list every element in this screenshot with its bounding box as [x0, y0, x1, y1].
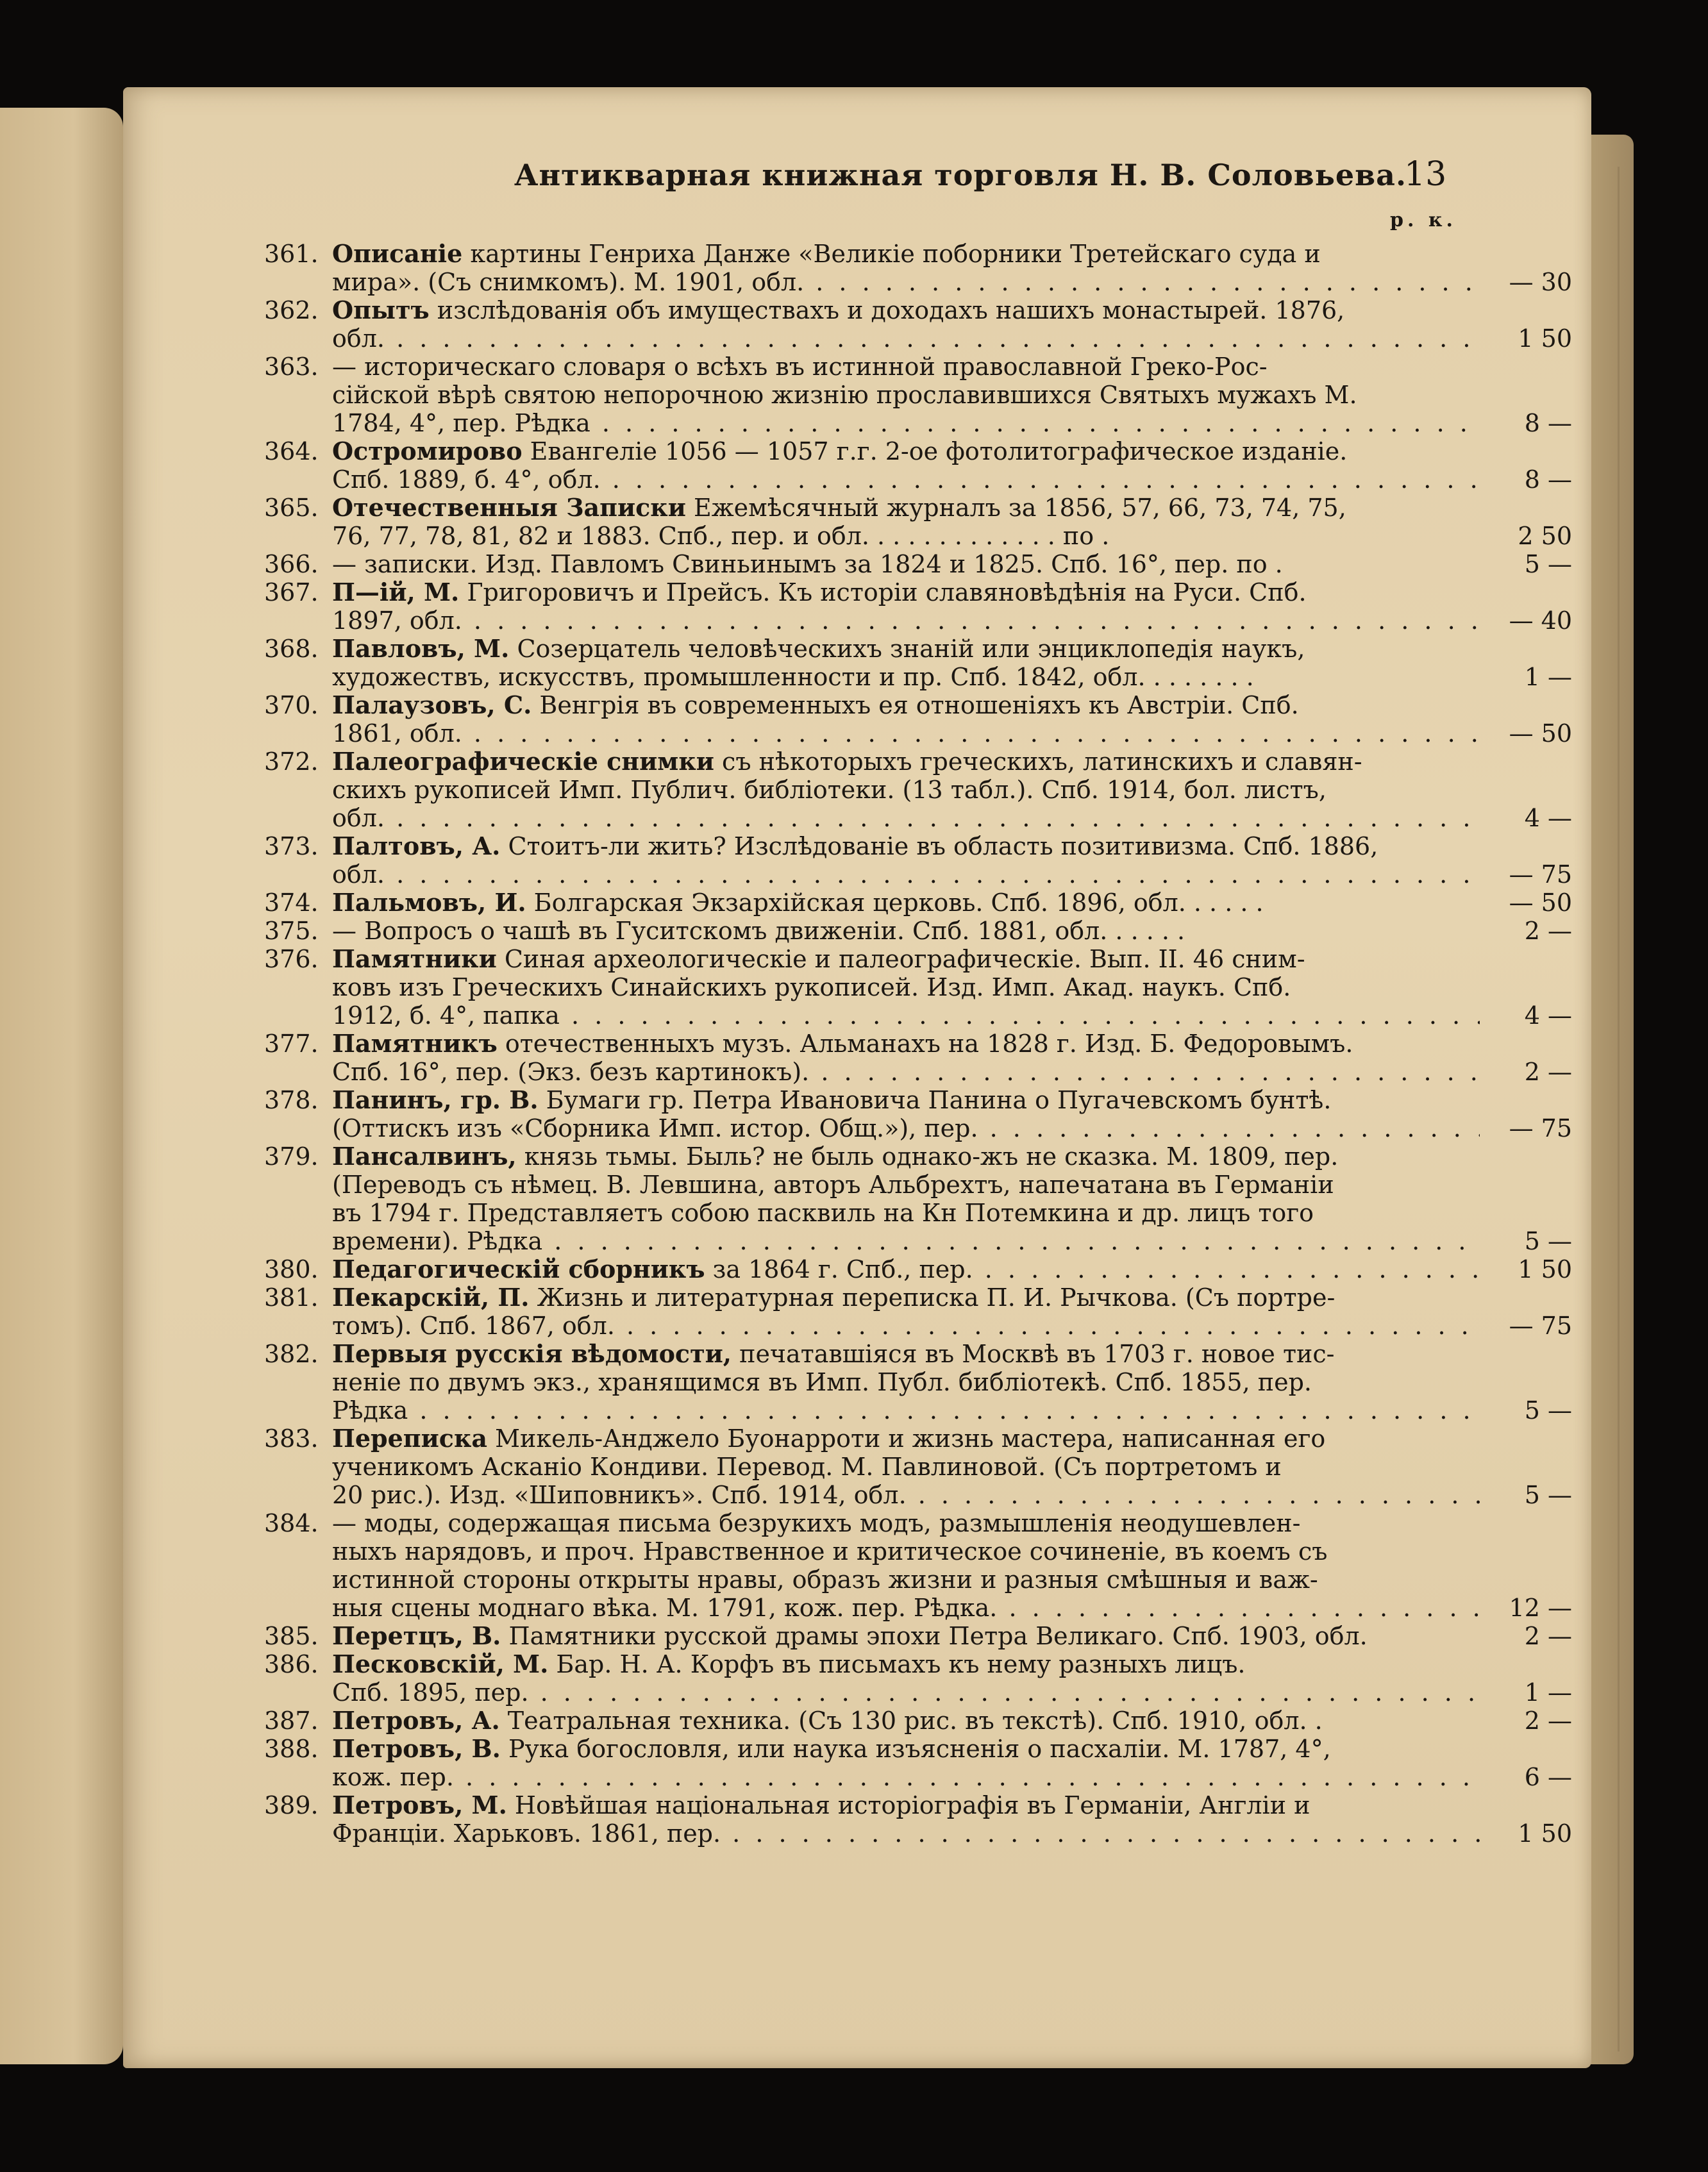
entry-line: [123, 550, 1591, 578]
entry-text: [332, 1396, 1480, 1424]
entry-number: 377.: [264, 1030, 319, 1058]
entry-price: 5 —: [1524, 1227, 1572, 1255]
entry-author: Палеографическіе снимки: [332, 748, 714, 776]
entry-number: 373.: [264, 832, 319, 860]
page-title: Антикварная книжная торговля Н. В. Соловьева.: [514, 158, 1407, 192]
entry-line: [123, 1255, 1591, 1283]
entry-text: [332, 1819, 1480, 1848]
entry-price: 2 —: [1524, 1707, 1572, 1735]
catalog-entry: [123, 437, 1591, 494]
entry-text: [332, 973, 1486, 1001]
entry-text: [332, 465, 1480, 494]
entry-text: [332, 1227, 1480, 1255]
entry-title-text: ковъ изъ Греческихъ Синайскихъ рукописей. Изд. Имп. Акад. наукъ. Спб.: [332, 973, 1291, 1001]
entry-title-text: Евангеліе 1056 — 1057 г.г. 2-ое фотолитографическое изданіе.: [522, 437, 1348, 465]
entry-price: 2 —: [1524, 917, 1572, 945]
entry-line: [123, 1481, 1591, 1509]
entry-price: — 75: [1509, 1114, 1572, 1142]
entry-text: [332, 296, 1486, 324]
entry-title-text: времени). Рѣдка: [332, 1227, 543, 1255]
entry-title-text: Памятники русской драмы эпохи Петра Великаго. Спб. 1903, обл.: [501, 1622, 1368, 1650]
entry-title-text: ныхъ нарядовъ, и проч. Нравственное и критическое сочиненіе, въ коемъ съ: [332, 1537, 1328, 1566]
entry-title-text: Спб. 1889, б. 4°, обл.: [332, 465, 601, 494]
entry-line: [123, 437, 1591, 465]
entry-text: [332, 1537, 1486, 1566]
entry-text: [332, 917, 1486, 945]
entry-price: — 30: [1509, 268, 1572, 296]
catalog-entry: [123, 1509, 1591, 1622]
entry-title-text: 1861, обл.: [332, 719, 462, 748]
catalog-page: [123, 87, 1591, 2068]
entry-title-text: неніе по двумъ экз., хранящимся въ Имп. Публ. библіотекѣ. Спб. 1855, пер.: [332, 1368, 1312, 1396]
catalog-entry: [123, 1255, 1591, 1283]
entry-author: Пекарскій, П.: [332, 1283, 530, 1312]
entry-line: [123, 860, 1591, 889]
catalog-entry: [123, 353, 1591, 437]
entry-title-text: истинной стороны открыты нравы, образъ жизни и разныя смѣшныя и важ-: [332, 1566, 1318, 1594]
entry-title-text: Театральная техника. (Съ 130 рис. въ текстѣ). Спб. 1910, обл. .: [499, 1707, 1323, 1735]
entry-line: [123, 804, 1591, 832]
entry-text: [332, 1481, 1480, 1509]
entry-line: [123, 1001, 1591, 1030]
entry-number: 388.: [264, 1735, 319, 1763]
entry-line: [123, 776, 1591, 804]
entry-line: [123, 1368, 1591, 1396]
entry-line: [123, 832, 1591, 860]
entry-title-text: князь тьмы. Быль? не быль однако-жъ не сказка. М. 1809, пер.: [516, 1142, 1339, 1171]
catalog-entry-list: [123, 240, 1591, 1848]
catalog-entry: [123, 889, 1591, 917]
entry-author: Описаніе: [332, 240, 463, 268]
entry-number: 361.: [264, 240, 319, 268]
entry-title-text: обл.: [332, 324, 385, 353]
entry-text: [332, 578, 1486, 606]
entry-title-text: сійской вѣрѣ святою непорочною жизнію прославившихся Святыхъ мужахъ М.: [332, 381, 1357, 409]
entry-text: [332, 437, 1486, 465]
entry-line: [123, 1622, 1591, 1650]
entry-title-text: Болгарская Экзархійская церковь. Спб. 1896, обл. . . . . .: [526, 889, 1264, 917]
entry-text: [332, 1453, 1486, 1481]
entry-number: 383.: [264, 1424, 319, 1453]
entry-price: 1 —: [1524, 663, 1572, 691]
entry-number: 375.: [264, 917, 319, 945]
entry-title-text: 1897, обл.: [332, 606, 462, 635]
entry-price: 8 —: [1524, 409, 1572, 437]
running-header: [123, 155, 1591, 203]
entry-author: Пальмовъ, И.: [332, 889, 526, 917]
entry-text: [332, 1283, 1486, 1312]
entry-author: Пансалвинъ,: [332, 1142, 517, 1171]
entry-text: [332, 1763, 1480, 1791]
entry-number: 379.: [264, 1142, 319, 1171]
entry-title-text: — Вопросъ о чашѣ въ Гуситскомъ движеніи. Спб. 1881, обл. . . . . .: [332, 917, 1185, 945]
entry-price: 5 —: [1524, 1481, 1572, 1509]
entry-author: Памятники: [332, 945, 497, 973]
entry-number: 385.: [264, 1622, 319, 1650]
entry-line: [123, 1791, 1591, 1819]
catalog-entry: [123, 494, 1591, 550]
catalog-entry: [123, 240, 1591, 296]
entry-author: Петровъ, А.: [332, 1707, 500, 1735]
entry-line: [123, 973, 1591, 1001]
entry-line: [123, 1058, 1591, 1086]
entry-number: 376.: [264, 945, 319, 973]
entry-line: [123, 465, 1591, 494]
entry-title-text: картины Генриха Данже «Великіе поборники Третейскаго суда и: [462, 240, 1321, 268]
entry-line: [123, 1030, 1591, 1058]
catalog-entry: [123, 1086, 1591, 1142]
entry-number: 367.: [264, 578, 319, 606]
entry-line: [123, 1283, 1591, 1312]
entry-title-text: обл.: [332, 804, 385, 832]
entry-line: [123, 268, 1591, 296]
entry-line: [123, 522, 1591, 550]
entry-line: [123, 635, 1591, 663]
catalog-entry: [123, 917, 1591, 945]
entry-title-text: Новѣйшая національная исторіографія въ Германіи, Англіи и: [507, 1791, 1310, 1819]
entry-price: — 75: [1509, 1312, 1572, 1340]
entry-title-text: отечественныхъ музъ. Альманахъ на 1828 г. Изд. Б. Федоровымъ.: [497, 1030, 1353, 1058]
entry-text: [332, 1594, 1480, 1622]
entry-line: [123, 1763, 1591, 1791]
entry-number: 382.: [264, 1340, 319, 1368]
entry-price: 1 50: [1518, 1255, 1572, 1283]
entry-number: 374.: [264, 889, 319, 917]
entry-price: — 50: [1509, 719, 1572, 748]
entry-text: [332, 804, 1480, 832]
entry-line: [123, 381, 1591, 409]
entry-title-text: съ нѣкоторыхъ греческихъ, латинскихъ и славян-: [714, 748, 1362, 776]
entry-text: [332, 832, 1486, 860]
price-column-header: р. к.: [1390, 209, 1457, 231]
entry-text: [332, 1566, 1486, 1594]
entry-line: [123, 353, 1591, 381]
entry-line: [123, 691, 1591, 719]
entry-title-text: Ежемѣсячный журналъ за 1856, 57, 66, 73, 74, 75,: [685, 494, 1346, 522]
entry-number: 362.: [264, 296, 319, 324]
entry-line: [123, 1735, 1591, 1763]
entry-line: [123, 1509, 1591, 1537]
entry-text: [332, 1142, 1486, 1171]
entry-text: [332, 550, 1486, 578]
entry-title-text: Григоровичъ и Прейсъ. Къ исторіи славяновѣдѣнія на Руси. Спб.: [459, 578, 1307, 606]
entry-text: [332, 1114, 1480, 1142]
entry-author: Панинъ, гр. В.: [332, 1086, 539, 1114]
entry-text: [332, 1001, 1480, 1030]
entry-line: [123, 1594, 1591, 1622]
entry-text: [332, 1058, 1480, 1086]
entry-text: [332, 324, 1480, 353]
entry-text: [332, 522, 1486, 550]
entry-text: [332, 776, 1486, 804]
entry-text: [332, 1340, 1486, 1368]
entry-line: [123, 663, 1591, 691]
entry-line: [123, 1453, 1591, 1481]
entry-line: [123, 1340, 1591, 1368]
entry-title-text: обл.: [332, 860, 385, 889]
entry-title-text: (Оттискъ изъ «Сборника Имп. истор. Общ.»), пер.: [332, 1114, 978, 1142]
entry-title-text: въ 1794 г. Представляетъ собою пасквиль на Кн Потемкина и др. лицъ того: [332, 1199, 1314, 1227]
entry-title-text: — моды, содержащая письма безрукихъ модъ, размышленія неодушевлен-: [332, 1509, 1301, 1537]
entry-line: [123, 1707, 1591, 1735]
catalog-entry: [123, 1283, 1591, 1340]
entry-number: 368.: [264, 635, 319, 663]
entry-line: [123, 578, 1591, 606]
entry-author: Песковскій, М.: [332, 1650, 549, 1678]
entry-title-text: Бар. Н. А. Корфъ въ письмахъ къ нему разныхъ лицъ.: [548, 1650, 1246, 1678]
entry-title-text: мира». (Съ снимкомъ). М. 1901, обл.: [332, 268, 805, 296]
entry-line: [123, 945, 1591, 973]
entry-title-text: Рука богословля, или наука изъясненія о пасхаліи. М. 1787, 4°,: [500, 1735, 1331, 1763]
entry-text: [332, 1424, 1486, 1453]
entry-text: [332, 1791, 1486, 1819]
entry-price: 2 —: [1524, 1622, 1572, 1650]
entry-price: 12 —: [1509, 1594, 1572, 1622]
entry-title-text: изслѣдованія объ имуществахъ и доходахъ нашихъ монастырей. 1876,: [429, 296, 1345, 324]
entry-title-text: — записки. Изд. Павломъ Свиньинымъ за 1824 и 1825. Спб. 16°, пер. по .: [332, 550, 1283, 578]
entry-text: [332, 409, 1480, 437]
entry-text: [332, 1199, 1486, 1227]
entry-number: 387.: [264, 1707, 319, 1735]
entry-title-text: Микель-Анджело Буонарроти и жизнь мастера, написанная его: [487, 1424, 1326, 1453]
entry-price: 2 50: [1518, 522, 1572, 550]
catalog-entry: [123, 1142, 1591, 1255]
entry-title-text: 76, 77, 78, 81, 82 и 1883. Спб., пер. и обл. . . . . . . . . . . . . по .: [332, 522, 1110, 550]
entry-author: Петровъ, М.: [332, 1791, 507, 1819]
entry-price: 4 —: [1524, 804, 1572, 832]
entry-line: [123, 1819, 1591, 1848]
entry-author: Палтовъ, А.: [332, 832, 501, 860]
entry-text: [332, 1368, 1486, 1396]
entry-text: [332, 945, 1486, 973]
entry-text: [332, 691, 1486, 719]
entry-text: [332, 240, 1486, 268]
entry-line: [123, 1678, 1591, 1707]
catalog-entry: [123, 691, 1591, 748]
entry-title-text: кож. пер.: [332, 1763, 454, 1791]
entry-author: Отечественныя Записки: [332, 494, 686, 522]
catalog-entry: [123, 1791, 1591, 1848]
entry-author: Петровъ, В.: [332, 1735, 501, 1763]
entry-price: 1 50: [1518, 324, 1572, 353]
entry-text: [332, 719, 1480, 748]
entry-price: 4 —: [1524, 1001, 1572, 1030]
entry-text: [332, 353, 1486, 381]
catalog-entry: [123, 945, 1591, 1030]
entry-title-text: художествъ, искусствъ, промышленности и пр. Спб. 1842, обл. . . . . . . .: [332, 663, 1254, 691]
entry-text: [332, 1678, 1480, 1707]
catalog-entry: [123, 1030, 1591, 1086]
entry-title-text: Спб. 1895, пер.: [332, 1678, 529, 1707]
entry-price: — 75: [1509, 860, 1572, 889]
entry-line: [123, 1537, 1591, 1566]
entry-author: Опытъ: [332, 296, 430, 324]
entry-author: П—ій, М.: [332, 578, 460, 606]
catalog-entry: [123, 748, 1591, 832]
catalog-entry: [123, 1424, 1591, 1509]
entry-text: [332, 635, 1486, 663]
entry-number: 372.: [264, 748, 319, 776]
entry-text: [332, 1030, 1486, 1058]
entry-title-text: Спб. 16°, пер. (Экз. безъ картинокъ).: [332, 1058, 810, 1086]
entry-text: [332, 1255, 1480, 1283]
entry-text: [332, 1650, 1486, 1678]
entry-price: 8 —: [1524, 465, 1572, 494]
entry-text: [332, 268, 1480, 296]
catalog-entry: [123, 635, 1591, 691]
entry-text: [332, 606, 1480, 635]
entry-title-text: — историческаго словаря о всѣхъ въ истинной православной Греко-Рос-: [332, 353, 1268, 381]
entry-price: 2 —: [1524, 1058, 1572, 1086]
entry-text: [332, 381, 1486, 409]
entry-author: Палаузовъ, С.: [332, 691, 532, 719]
catalog-entry: [123, 296, 1591, 353]
entry-number: 370.: [264, 691, 319, 719]
entry-text: [332, 1735, 1486, 1763]
entry-text: [332, 1312, 1480, 1340]
entry-price: 1 —: [1524, 1678, 1572, 1707]
entry-title-text: Венгрія въ современныхъ ея отношеніяхъ къ Австріи. Спб.: [532, 691, 1299, 719]
entry-line: [123, 324, 1591, 353]
entry-text: [332, 1086, 1486, 1114]
entry-line: [123, 606, 1591, 635]
catalog-entry: [123, 578, 1591, 635]
entry-number: 378.: [264, 1086, 319, 1114]
entry-line: [123, 1227, 1591, 1255]
entry-line: [123, 1424, 1591, 1453]
catalog-entry: [123, 1735, 1591, 1791]
entry-text: [332, 889, 1486, 917]
left-page-edge: [0, 108, 123, 2064]
entry-line: [123, 917, 1591, 945]
entry-line: [123, 1142, 1591, 1171]
entry-line: [123, 1566, 1591, 1594]
entry-text: [332, 1707, 1486, 1735]
entry-line: [123, 719, 1591, 748]
entry-number: 389.: [264, 1791, 319, 1819]
entry-author: Перетцъ, В.: [332, 1622, 501, 1650]
entry-title-text: ныя сцены моднаго вѣка. М. 1791, кож. пер. Рѣдка.: [332, 1594, 998, 1622]
entry-line: [123, 1199, 1591, 1227]
entry-title-text: скихъ рукописей Имп. Публич. библіотеки. (13 табл.). Спб. 1914, бол. листъ,: [332, 776, 1327, 804]
entry-line: [123, 889, 1591, 917]
entry-number: 364.: [264, 437, 319, 465]
entry-price: 6 —: [1524, 1763, 1572, 1791]
entry-title-text: Бумаги гр. Петра Ивановича Панина о Пугачевскомъ бунтѣ.: [538, 1086, 1332, 1114]
entry-line: [123, 1312, 1591, 1340]
catalog-entry: [123, 1340, 1591, 1424]
entry-price: — 40: [1509, 606, 1572, 635]
entry-number: 363.: [264, 353, 319, 381]
entry-author: Павловъ, М.: [332, 635, 510, 663]
entry-title-text: печатавшіяся въ Москвѣ въ 1703 г. новое тис-: [732, 1340, 1335, 1368]
entry-price: 1 50: [1518, 1819, 1572, 1848]
entry-text: [332, 1509, 1486, 1537]
entry-price: 5 —: [1524, 550, 1572, 578]
entry-author: Первыя русскія вѣдомости,: [332, 1340, 732, 1368]
entry-number: 381.: [264, 1283, 319, 1312]
entry-number: 366.: [264, 550, 319, 578]
entry-number: 380.: [264, 1255, 319, 1283]
entry-number: 384.: [264, 1509, 319, 1537]
entry-number: 365.: [264, 494, 319, 522]
entry-title-text: Франціи. Харьковъ. 1861, пер.: [332, 1819, 721, 1848]
catalog-entry: [123, 550, 1591, 578]
entry-title-text: 1912, б. 4°, папка: [332, 1001, 560, 1030]
entry-text: [332, 748, 1486, 776]
entry-title-text: Стоитъ-ли жить? Изслѣдованіе въ область позитивизма. Спб. 1886,: [500, 832, 1378, 860]
entry-text: [332, 1171, 1486, 1199]
entry-text: [332, 860, 1480, 889]
entry-title-text: Синая археологическіе и палеографическіе. Вып. II. 46 сним-: [496, 945, 1305, 973]
entry-line: [123, 1396, 1591, 1424]
entry-text: [332, 1622, 1486, 1650]
entry-title-text: за 1864 г. Спб., пер.: [705, 1255, 973, 1283]
catalog-entry: [123, 1650, 1591, 1707]
entry-title-text: томъ). Спб. 1867, обл.: [332, 1312, 615, 1340]
catalog-entry: [123, 1622, 1591, 1650]
entry-title-text: 20 рис.). Изд. «Шиповникъ». Спб. 1914, обл.: [332, 1481, 907, 1509]
entry-title-text: 1784, 4°, пер. Рѣдка: [332, 409, 590, 437]
entry-price: 5 —: [1524, 1396, 1572, 1424]
entry-author: Памятникъ: [332, 1030, 498, 1058]
entry-line: [123, 1650, 1591, 1678]
entry-title-text: (Переводъ съ нѣмец. В. Левшина, авторъ Альбрехтъ, напечатана въ Германіи: [332, 1171, 1334, 1199]
entry-line: [123, 240, 1591, 268]
entry-line: [123, 1171, 1591, 1199]
catalog-entry: [123, 832, 1591, 889]
entry-line: [123, 748, 1591, 776]
entry-number: 386.: [264, 1650, 319, 1678]
entry-line: [123, 494, 1591, 522]
catalog-entry: [123, 1707, 1591, 1735]
entry-author: Переписка: [332, 1424, 488, 1453]
entry-line: [123, 1086, 1591, 1114]
entry-line: [123, 409, 1591, 437]
entry-title-text: ученикомъ Асканіо Кондиви. Перевод. М. Павлиновой. (Съ портретомъ и: [332, 1453, 1282, 1481]
entry-title-text: Созерцатель человѣческихъ знаній или энциклопедія наукъ,: [509, 635, 1305, 663]
entry-line: [123, 1114, 1591, 1142]
entry-author: Остромирово: [332, 437, 523, 465]
entry-title-text: Жизнь и литературная переписка П. И. Рычкова. (Съ портре-: [529, 1283, 1335, 1312]
page-number: 13: [1404, 155, 1447, 194]
entry-line: [123, 296, 1591, 324]
entry-price: — 50: [1509, 889, 1572, 917]
entry-title-text: Рѣдка: [332, 1396, 408, 1424]
entry-author: Педагогическій сборникъ: [332, 1255, 705, 1283]
entry-text: [332, 494, 1486, 522]
entry-text: [332, 663, 1486, 691]
